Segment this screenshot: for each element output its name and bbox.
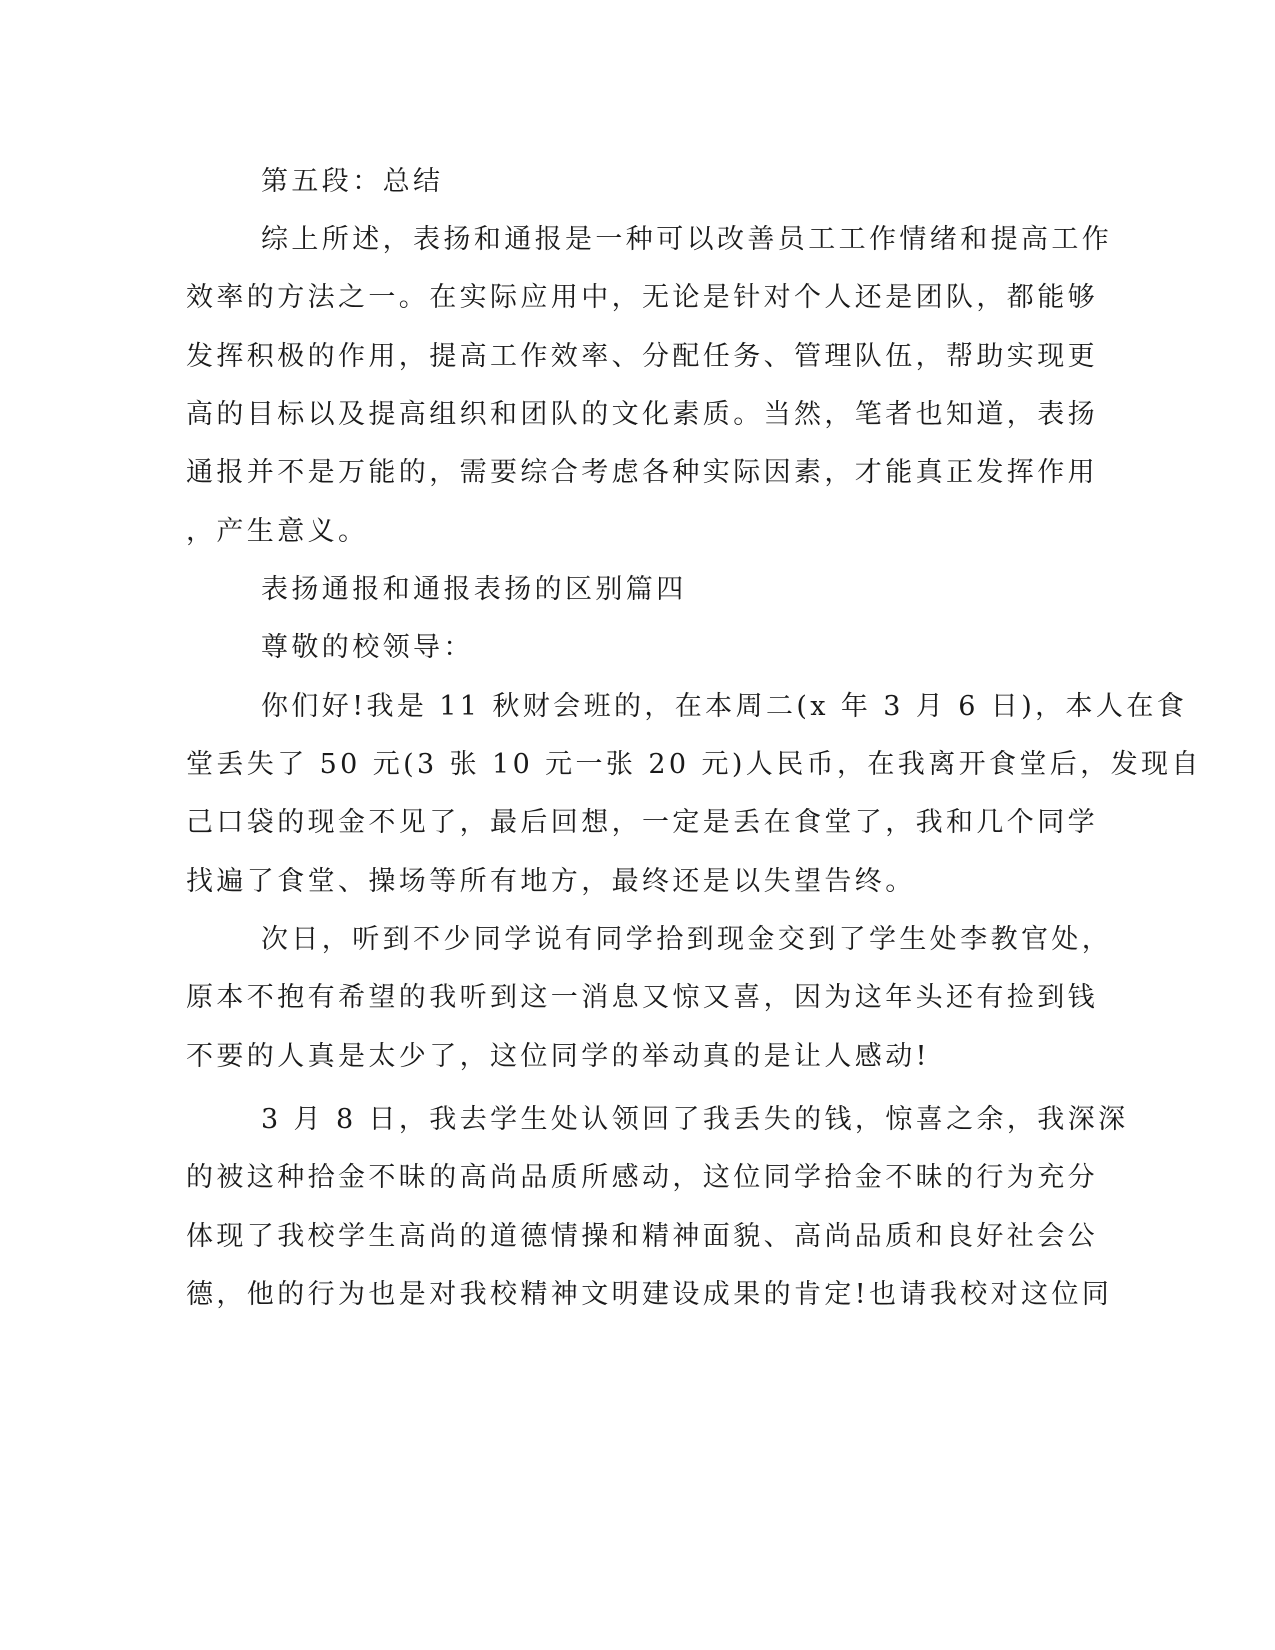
paragraph-2-line-3: 不要的人真是太少了，这位同学的举动真的是让人感动! (186, 1041, 930, 1072)
summary-line-3: 发挥积极的作用，提高工作效率、分配任务、管理队伍，帮助实现更 (186, 341, 1098, 372)
paragraph-3-line-2: 的被这种拾金不昧的高尚品质所感动，这位同学拾金不昧的行为充分 (186, 1162, 1098, 1193)
paragraph-1-line-3: 己口袋的现金不见了，最后回想，一定是丢在食堂了，我和几个同学 (186, 807, 1098, 838)
summary-line-5: 通报并不是万能的，需要综合考虑各种实际因素，才能真正发挥作用 (186, 457, 1098, 488)
letter-salutation: 尊敬的校领导： (261, 632, 474, 663)
paragraph-2-line-1: 次日，听到不少同学说有同学拾到现金交到了学生处李教官处， (261, 924, 1113, 955)
summary-line-4: 高的目标以及提高组织和团队的文化素质。当然，笔者也知道，表扬 (186, 399, 1098, 430)
paragraph-1-line-4: 找遍了食堂、操场等所有地方，最终还是以失望告终。 (186, 866, 916, 897)
paragraph-3-line-4: 德，他的行为也是对我校精神文明建设成果的肯定!也请我校对这位同 (186, 1279, 1113, 1310)
paragraph-3-line-1: 3 月 8 日，我去学生处认领回了我丢失的钱，惊喜之余，我深深 (261, 1104, 1129, 1135)
paragraph-2-line-2: 原本不抱有希望的我听到这一消息又惊又喜，因为这年头还有捡到钱 (186, 982, 1098, 1013)
summary-line-1: 综上所述，表扬和通报是一种可以改善员工工作情绪和提高工作 (261, 224, 1113, 255)
paragraph-1-line-1: 你们好!我是 11 秋财会班的，在本周二(x 年 3 月 6 日)，本人在食 (261, 691, 1188, 722)
paragraph-1-line-2: 堂丢失了 50 元(3 张 10 元一张 20 元)人民币，在我离开食堂后，发现自 (186, 749, 1202, 780)
summary-line-2: 效率的方法之一。在实际应用中，无论是针对个人还是团队，都能够 (186, 282, 1098, 313)
paragraph-3-line-3: 体现了我校学生高尚的道德情操和精神面貌、高尚品质和良好社会公 (186, 1221, 1098, 1252)
part-heading: 表扬通报和通报表扬的区别篇四 (261, 574, 687, 605)
section-heading: 第五段：总结 (261, 166, 444, 197)
summary-line-6: ，产生意义。 (186, 516, 369, 547)
